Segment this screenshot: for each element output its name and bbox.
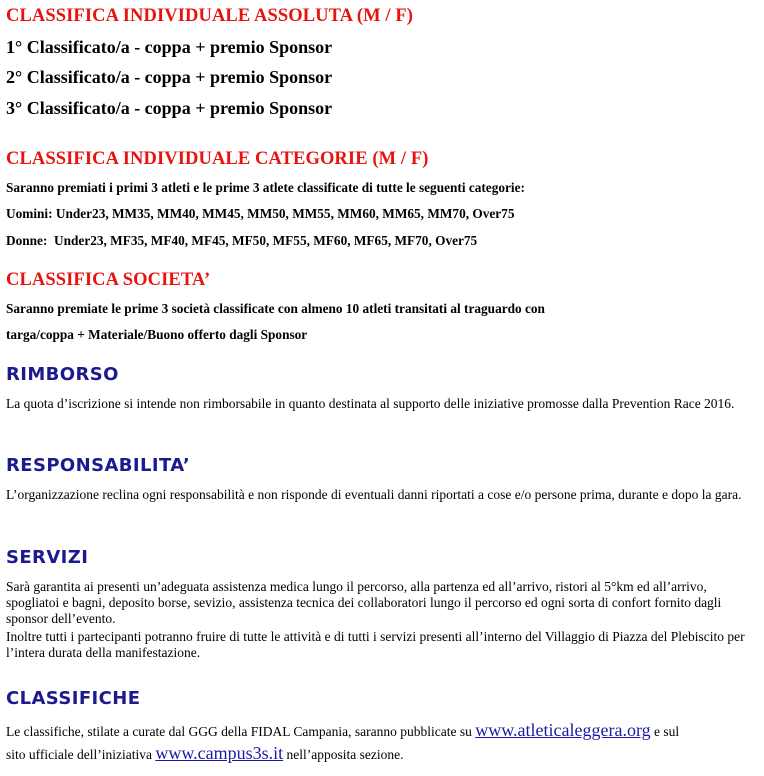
heading-responsabilita: RESPONSABILITA’ bbox=[6, 455, 191, 476]
link-atleticaleggera[interactable]: www.atleticaleggera.org bbox=[475, 720, 651, 740]
servizi-text-2: Inoltre tutti i partecipanti potranno fruire di tutte le attività e di tutti i servizi presenti all’interno del Villaggio di Piazza del Plebiscito per l’intera durata della manifestazione. bbox=[6, 629, 745, 660]
classifiche-line-1 bbox=[6, 720, 679, 741]
servizi-text-1: Sarà garantita ai presenti un’adeguata assistenza medica lungo il percorso, alla partenza ed all’arrivo, ristori al 5°km ed all’arrivo, spogliatoi e bagni, deposito borse, sevizio, assistenza tecnica dei collaboratori lungo il percorso ed ogni sorta di confort fornito dagli sponsor dell’evento. bbox=[6, 579, 722, 626]
rimborso-text: La quota d’iscrizione si intende non rimborsabile in quanto destinata al supporto delle iniziative promosse dalla Prevention Race 2016. bbox=[6, 396, 735, 411]
responsabilita-text: L’organizzazione reclina ogni responsabilità e non risponde di eventuali danni riportati a cose e/o persone prima, durante e dopo la gara. bbox=[6, 487, 742, 502]
link-campus3s[interactable]: www.campus3s.it bbox=[155, 743, 284, 763]
classifiche-text-a: Le classifiche, stilate a curate dal GGG della FIDAL Campania, saranno pubblicate su bbox=[6, 724, 476, 739]
heading-servizi: SERVIZI bbox=[6, 547, 89, 568]
classifiche-text-d: nell’apposita sezione. bbox=[283, 747, 404, 762]
heading-classifica-societa: CLASSIFICA SOCIETA’ bbox=[6, 270, 211, 290]
prize-line-3: 3° Classificato/a - coppa + premio Sponsor bbox=[6, 98, 333, 118]
categorie-donne: Donne: Under23, MF35, MF40, MF45, MF50, MF55, MF60, MF65, MF70, Over75 bbox=[6, 233, 478, 248]
prize-line-2: 2° Classificato/a - coppa + premio Sponsor bbox=[6, 67, 333, 87]
heading-classifica-categorie: CLASSIFICA INDIVIDUALE CATEGORIE (M / F) bbox=[6, 149, 429, 169]
classifiche-line-2 bbox=[6, 743, 404, 764]
societa-line-2: targa/coppa + Materiale/Buono offerto dagli Sponsor bbox=[6, 327, 308, 342]
heading-rimborso: RIMBORSO bbox=[6, 364, 119, 385]
classifiche-text-b: e sul bbox=[650, 724, 680, 739]
categorie-intro: Saranno premiati i primi 3 atleti e le prime 3 atlete classificate di tutte le seguenti categorie: bbox=[6, 180, 525, 195]
prize-line-1: 1° Classificato/a - coppa + premio Sponsor bbox=[6, 37, 333, 57]
heading-classifica-assoluta: CLASSIFICA INDIVIDUALE ASSOLUTA (M / F) bbox=[6, 6, 414, 26]
classifiche-text-c: sito ufficiale dell’iniziativa bbox=[6, 747, 156, 762]
categorie-uomini: Uomini: Under23, MM35, MM40, MM45, MM50, MM55, MM60, MM65, MM70, Over75 bbox=[6, 206, 515, 221]
heading-classifiche: CLASSIFICHE bbox=[6, 688, 141, 709]
societa-line-1: Saranno premiate le prime 3 società classificate con almeno 10 atleti transitati al traguardo con bbox=[6, 301, 545, 316]
